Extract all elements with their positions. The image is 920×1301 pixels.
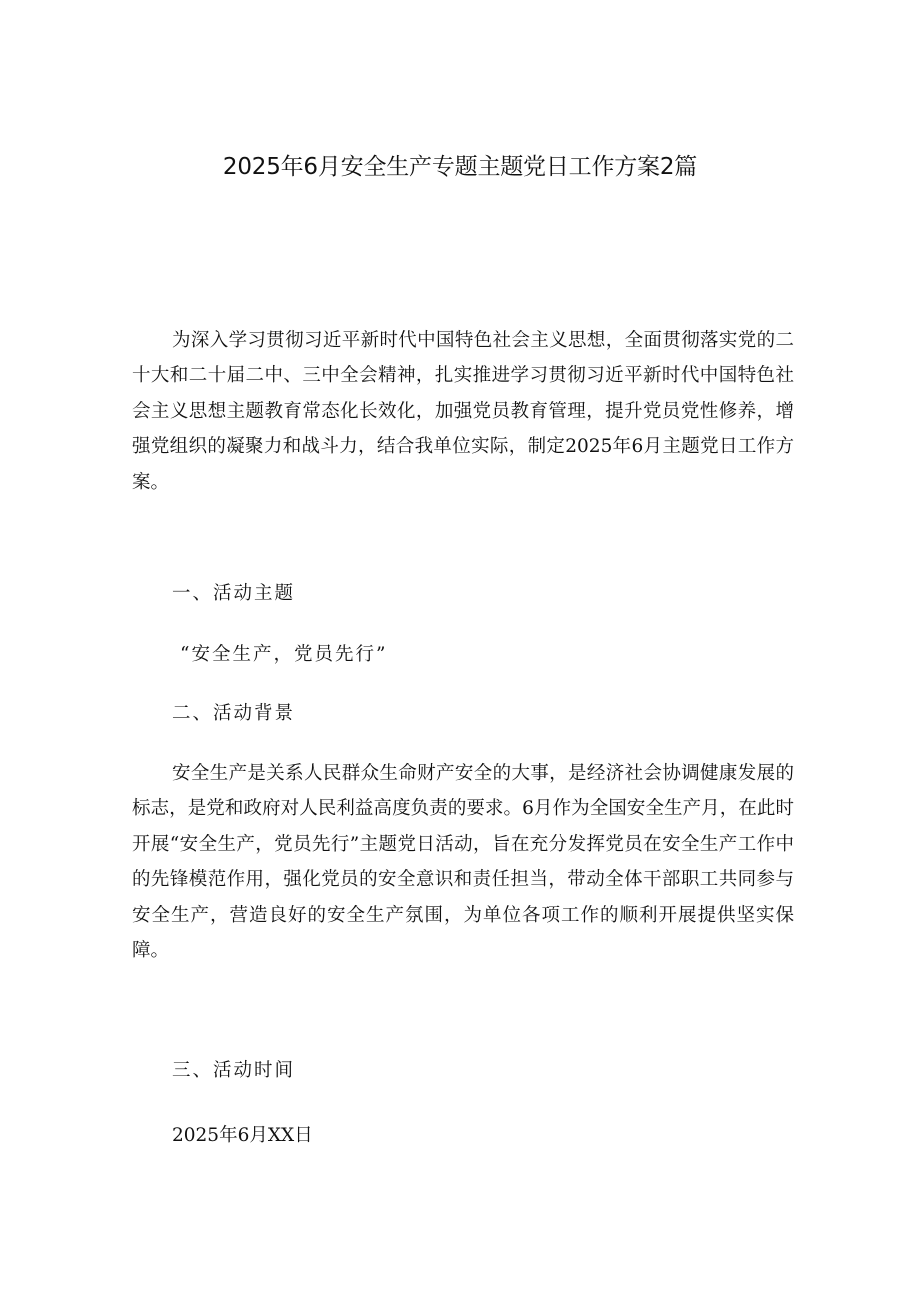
section-1-heading-block <box>132 576 794 611</box>
section-3-heading-block <box>132 1053 794 1088</box>
section-2-content-block <box>132 756 794 968</box>
section-heading-time: 三、活动时间 <box>172 1060 296 1081</box>
section-content-time: 2025年6月XX日 <box>172 1125 313 1146</box>
section-1-content-block <box>132 637 794 672</box>
section-heading-background: 二、活动背景 <box>172 703 296 724</box>
intro-paragraph: 为深入学习贯彻习近平新时代中国特色社会主义思想，全面贯彻落实党的二十大和二十届二中、三中全会精神，扎实推进学习贯彻习近平新时代中国特色社会主义思想主题教育常态化长效化，加强党员教育管理，提升党员党性修养，增强党组织的凝聚力和战斗力，结合我单位实际，制定2025年6月主题党日工作方案。 <box>132 330 794 493</box>
section-heading-theme: 一、活动主题 <box>172 583 296 604</box>
section-content-background: 安全生产是关系人民群众生命财产安全的大事，是经济社会协调健康发展的标志，是党和政府对人民利益高度负责的要求。6月作为全国安全生产月，在此时开展“安全生产，党员先行”主题党日活动，旨在充分发挥党员在安全生产工作中的先锋模范作用，强化党员的安全意识和责任担当，带动全体干部职工共同参与安全生产，营造良好的安全生产氛围，为单位各项工作的顺利开展提供坚实保障。 <box>132 763 794 962</box>
intro-block <box>132 323 794 500</box>
section-2-heading-block <box>132 696 794 731</box>
document-title: 2025年6月安全生产专题主题党日工作方案2篇 <box>222 154 698 180</box>
section-3-content-block <box>132 1118 794 1153</box>
section-content-theme: “安全生产，党员先行” <box>180 644 388 665</box>
